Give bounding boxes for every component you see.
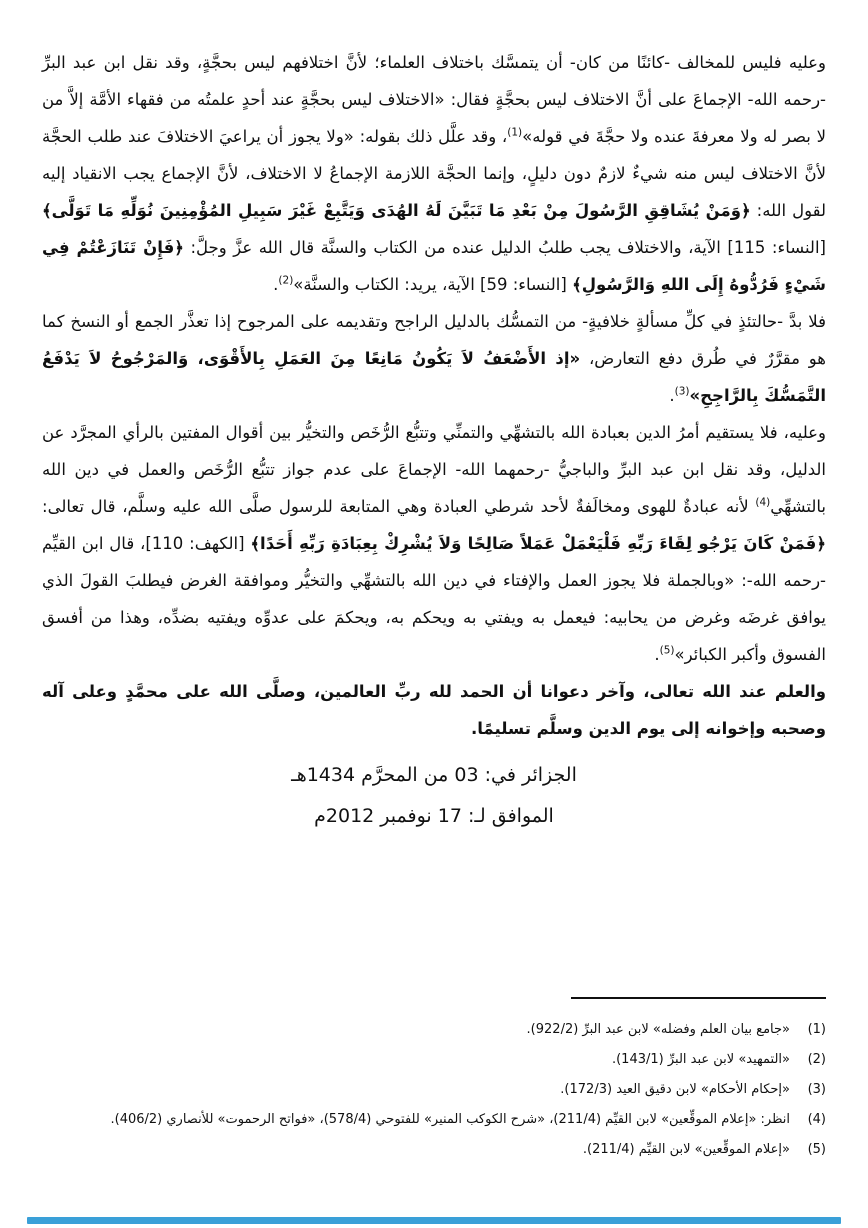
footnote-reference: (3): [674, 385, 690, 398]
text-run: [النساء: 115] الآية، والاختلاف يجب طلبُ الدليل عنده من الكتاب والسنَّة قال الله عزَّ وجلَّ:: [36, 201, 826, 257]
footnote-2: [42, 1045, 826, 1075]
footnote-reference: (2): [278, 274, 294, 287]
footnote-4: [42, 1105, 826, 1135]
footer-accent-bar: [27, 1217, 841, 1224]
date-gregorian: الموافق لـ: 17 نوفمبر 2012م: [314, 805, 554, 827]
footnote-text: «إعلام الموقِّعين» لابن القيِّم (211/4).: [582, 1142, 790, 1157]
footnote-text: «إحكام الأحكام» لابن دقيق العيد (172/3).: [560, 1082, 790, 1097]
footnote-text: «جامع بيان العلم وفضله» لابن عبد البرِّ (922/2).: [526, 1022, 790, 1037]
footnote-3: [42, 1075, 826, 1105]
paragraph-1: [36, 44, 827, 303]
footnote-text: «التمهيد» لابن عبد البرِّ (143/1).: [611, 1052, 790, 1067]
quran-verse: «إذ الأَضْعَفُ لاَ يَكُونُ مَانِعًا مِنَ العَمَلِ بِالأَقْوَى، وَالمَرْجُوحُ لاَ يَدْفَعُ التَّمَسُّكَ بِالرَّاجِحِ»: [36, 349, 826, 405]
footnote-text: انظر: «إعلام الموقِّعين» لابن القيِّم (211/4)، «شرح الكوكب المنير» للفتوحي (578/4)، «فواتح الرحموت» للأنصاري (406/2).: [110, 1112, 790, 1127]
footnote-number: (3): [807, 1082, 826, 1097]
quran-verse: ﴿فَإِنْ تَنَازَعْتُمْ فِي شَيْءٍ فَرُدُّوهُ إِلَى اللهِ وَالرَّسُولِ﴾: [36, 238, 826, 294]
footnote-5: [42, 1135, 826, 1165]
text-run: [النساء: 59] الآية، يريد: الكتاب والسنَّة»: [293, 275, 573, 294]
text-run: والعلم عند الله تعالى، وآخر دعوانا أن الحمد لله ربِّ العالمين، وصلَّى الله على محمَّدٍ وعلى آله وصحبه وإخوانه إلى يوم الدين وسلَّم تسليمًا.: [36, 682, 826, 738]
paragraph-3: [36, 414, 826, 673]
text-run: لأنه عبادةٌ للهوى ومخالَفةٌ لأحد شرطي العبادة وهي المتابعة للرسول صلَّى الله عليه وسلَّم، قال تعالى:: [36, 497, 756, 516]
quran-verse: ﴿فَمَنْ كَانَ يَرْجُو لِقَاءَ رَبِّهِ فَلْيَعْمَلْ عَمَلاً صَالِحًا وَلاَ يُشْرِكْ بِعِبَادَةِ رَبِّهِ أَحَدًا﴾: [250, 534, 826, 553]
text-run: .: [654, 645, 660, 664]
paragraph-2: [36, 303, 826, 414]
closing-paragraph: [36, 673, 826, 747]
text-run: ، وقد علَّل ذلك بقوله: «ولا يجوز أن يراعيَ الاختلافَ عند طلب الحجَّة لأنَّ الاختلاف ليس منه شيءٌ لازمٌ دون دليلٍ، وإنما الحجَّة اللازمة الإجماعُ لا الاختلاف، لأنَّ الإجماع يجب الانقياد إليه لقول الله:: [36, 127, 827, 220]
footnote-number: (4): [807, 1112, 826, 1127]
text-run: .: [669, 386, 675, 405]
quran-verse: ﴿وَمَنْ يُشَاقِقِ الرَّسُولَ مِنْ بَعْدِ مَا تَبَيَّنَ لَهُ الهُدَى وَيَتَّبِعْ غَيْرَ سَبِيلِ المُؤْمِنِينَ نُوَلِّهِ مَا تَوَلَّى﴾: [42, 201, 751, 220]
article-body: [36, 44, 827, 837]
footnote-number: (1): [807, 1022, 826, 1037]
footnote-1: [42, 1015, 826, 1045]
footnote-reference: (5): [659, 644, 675, 657]
text-run: وعليه فليس للمخالف -كائنًا من كان- أن يتمسَّك باختلاف العلماء؛ لأنَّ اختلافهم ليس بحجَّةٍ، وقد نقل ابن عبد البرِّ -رحمه الله- الإجماعَ على أنَّ الاختلاف ليس بحجَّةٍ فقال: «الاختلاف ليس بحجَّةٍ عند أحدٍ علمتُه من فقهاء الأمَّة إلاَّ من لا بصر له ولا معرفةَ عنده ولا حجَّةَ في قوله»: [36, 53, 827, 146]
text-run: [الكهف: 110]، قال ابن القيِّم -رحمه الله-: «وبالجملة فلا يجوز العمل والإفتاء في دين الله بالتشهِّي والتخيُّر وموافقة الغرض فيطلبَ القولَ الذي يوافق غرضَه وغرض من يحابيه: فيعمل به ويفتي به ويحكم به، ويحكمَ على عدوِّه ويفتيه بضدِّه، وهذا من أفسق الفسوق وأكبر الكبائر»: [36, 534, 826, 664]
footnote-number: (2): [807, 1052, 826, 1067]
text-run: فلا بدَّ -حالتئذٍ في كلِّ مسألةٍ خلافيةٍ- من التمسُّك بالدليل الراجح وتقديمه على المرجوح إذا تعذَّر الجمع أو النسخ كما هو مقرَّرٌ في طُرق دفع التعارض،: [36, 312, 826, 368]
date-hijri: الجزائر في: 03 من المحرَّم 1434هـ: [291, 764, 577, 786]
footnote-separator-line: [571, 997, 826, 999]
footnote-reference: (1): [507, 126, 523, 139]
footnote-reference: (4): [755, 496, 771, 509]
footnotes-section: [42, 997, 826, 1165]
text-run: .: [273, 275, 279, 294]
text-run: وعليه، فلا يستقيم أمرُ الدين بعبادة الله بالتشهِّي والتمنِّي وتتبُّع الرُّخَص والتخيُّر بين أقوال المفتين بالرأي المجرَّد عن الدليل، وقد نقل ابن عبد البرِّ والباجيُّ -رحمهما الله- الإجماعَ على عدم جواز تتبُّع الرُّخَص والعمل في دين الله بالتشهِّي: [36, 423, 826, 516]
footnote-number: (5): [807, 1142, 826, 1157]
